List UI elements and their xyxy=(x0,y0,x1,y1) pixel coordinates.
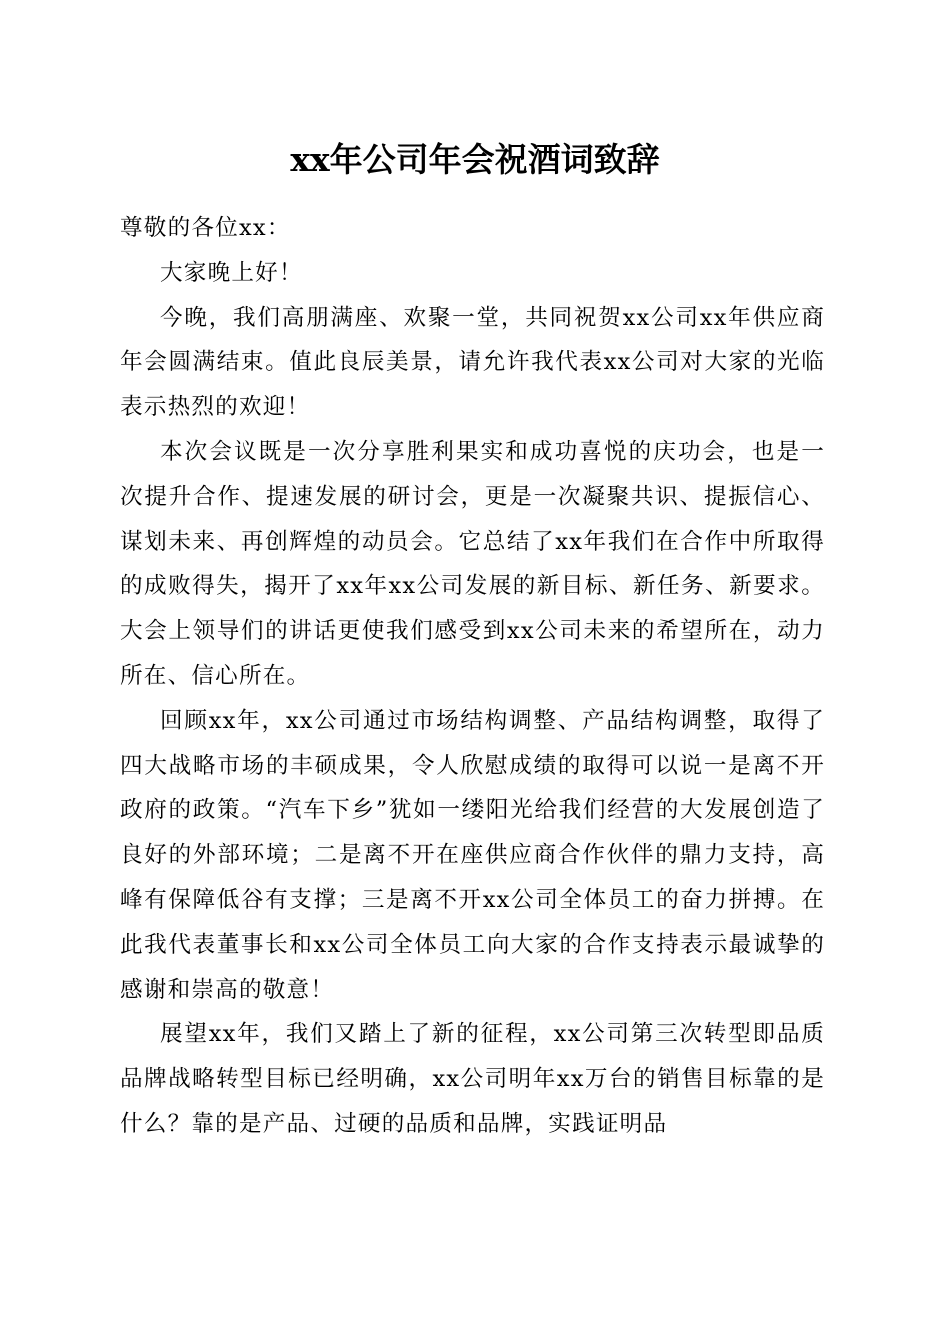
document-title: xx年公司年会祝酒词致辞 xyxy=(290,140,660,179)
paragraph-meeting-summary: 本次会议既是一次分享胜利果实和成功喜悦的庆功会，也是一次提升合作、提速发展的研讨会，更是一次凝聚共识、提振信心、谋划未来、再创辉煌的动员会。它总结了xx年我们在合作中所取得的成败得失，揭开了xx年xx公司发展的新目标、新任务、新要求。大会上领导们的讲话更使我们感受到xx公司未来的希望所在，动力所在、信心所在。 xyxy=(120,438,825,689)
salutation: 尊敬的各位xx： xyxy=(120,215,291,241)
document-body xyxy=(120,206,825,1147)
paragraph-outlook: 展望xx年，我们又踏上了新的征程，xx公司第三次转型即品质品牌战略转型目标已经明确，xx公司明年xx万台的销售目标靠的是什么？靠的是产品、过硬的品质和品牌，实践证明品 xyxy=(120,1021,825,1137)
paragraph-welcome: 今晚，我们高朋满座、欢聚一堂，共同祝贺xx公司xx年供应商年会圆满结束。值此良辰美景，请允许我代表xx公司对大家的光临表示热烈的欢迎！ xyxy=(120,304,825,421)
greeting: 大家晚上好！ xyxy=(160,259,303,286)
paragraph-review: 回顾xx年，xx公司通过市场结构调整、产品结构调整，取得了四大战略市场的丰硕成果，令人欣慰成绩的取得可以说一是离不开政府的政策。“汽车下乡”犹如一缕阳光给我们经营的大发展创造了良好的外部环境；二是离不开在座供应商合作伙伴的鼎力支持，高峰有保障低谷有支撑；三是离不开xx公司全体员工的奋力拼搏。在此我代表董事长和xx公司全体员工向大家的合作支持表示最诚挚的感谢和崇高的敬意！ xyxy=(120,707,825,1003)
